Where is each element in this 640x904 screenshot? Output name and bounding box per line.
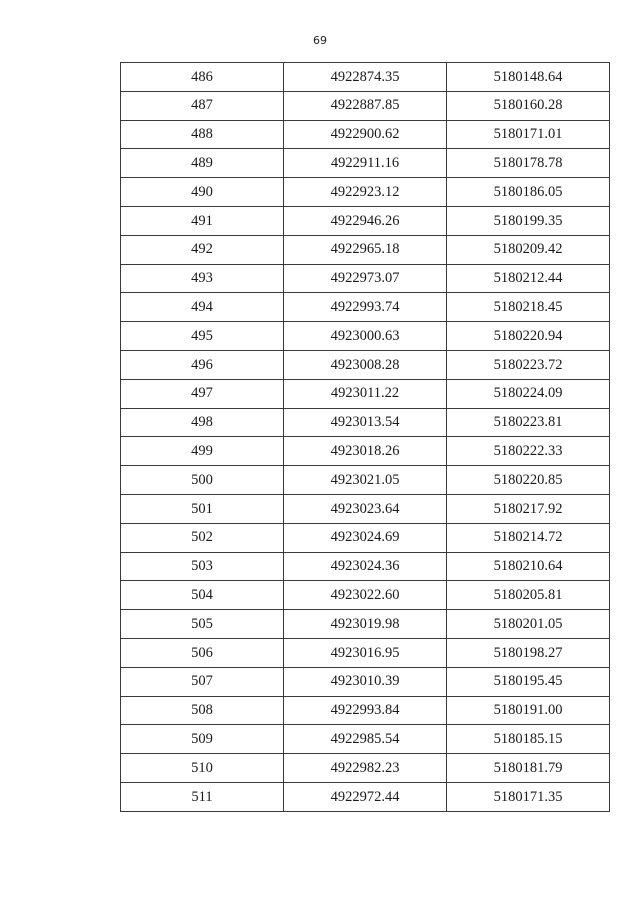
table-row xyxy=(121,552,610,581)
x-coordinate-cell: 4922946.26 xyxy=(284,206,447,235)
point-number-cell: 499 xyxy=(121,437,284,466)
y-coordinate-cell: 5180185.15 xyxy=(447,725,610,754)
table-row xyxy=(121,120,610,149)
point-number-cell: 508 xyxy=(121,696,284,725)
point-number-cell: 500 xyxy=(121,466,284,495)
x-coordinate-cell: 4922900.62 xyxy=(284,120,447,149)
point-number-cell: 501 xyxy=(121,494,284,523)
table-row xyxy=(121,264,610,293)
x-coordinate-cell: 4922993.84 xyxy=(284,696,447,725)
x-coordinate-cell: 4923011.22 xyxy=(284,379,447,408)
point-number-cell: 493 xyxy=(121,264,284,293)
x-coordinate-cell: 4922982.23 xyxy=(284,754,447,783)
y-coordinate-cell: 5180209.42 xyxy=(447,235,610,264)
point-number-cell: 494 xyxy=(121,293,284,322)
y-coordinate-cell: 5180160.28 xyxy=(447,91,610,120)
table-row xyxy=(121,178,610,207)
table-row xyxy=(121,725,610,754)
coordinates-table xyxy=(120,62,610,812)
x-coordinate-cell: 4923024.69 xyxy=(284,523,447,552)
point-number-cell: 503 xyxy=(121,552,284,581)
point-number-cell: 486 xyxy=(121,63,284,92)
x-coordinate-cell: 4923008.28 xyxy=(284,350,447,379)
point-number-cell: 504 xyxy=(121,581,284,610)
y-coordinate-cell: 5180214.72 xyxy=(447,523,610,552)
y-coordinate-cell: 5180199.35 xyxy=(447,206,610,235)
table-row xyxy=(121,782,610,811)
y-coordinate-cell: 5180191.00 xyxy=(447,696,610,725)
y-coordinate-cell: 5180201.05 xyxy=(447,610,610,639)
x-coordinate-cell: 4922972.44 xyxy=(284,782,447,811)
point-number-cell: 488 xyxy=(121,120,284,149)
point-number-cell: 497 xyxy=(121,379,284,408)
coordinates-table-body xyxy=(121,63,610,812)
y-coordinate-cell: 5180178.78 xyxy=(447,149,610,178)
point-number-cell: 505 xyxy=(121,610,284,639)
y-coordinate-cell: 5180224.09 xyxy=(447,379,610,408)
table-row xyxy=(121,293,610,322)
x-coordinate-cell: 4922923.12 xyxy=(284,178,447,207)
table-row xyxy=(121,610,610,639)
point-number-cell: 490 xyxy=(121,178,284,207)
point-number-cell: 492 xyxy=(121,235,284,264)
point-number-cell: 509 xyxy=(121,725,284,754)
x-coordinate-cell: 4923021.05 xyxy=(284,466,447,495)
x-coordinate-cell: 4923016.95 xyxy=(284,638,447,667)
y-coordinate-cell: 5180218.45 xyxy=(447,293,610,322)
x-coordinate-cell: 4923013.54 xyxy=(284,408,447,437)
y-coordinate-cell: 5180212.44 xyxy=(447,264,610,293)
table-row xyxy=(121,63,610,92)
point-number-cell: 495 xyxy=(121,322,284,351)
point-number-cell: 487 xyxy=(121,91,284,120)
y-coordinate-cell: 5180195.45 xyxy=(447,667,610,696)
x-coordinate-cell: 4922911.16 xyxy=(284,149,447,178)
y-coordinate-cell: 5180148.64 xyxy=(447,63,610,92)
x-coordinate-cell: 4923000.63 xyxy=(284,322,447,351)
y-coordinate-cell: 5180223.72 xyxy=(447,350,610,379)
table-row xyxy=(121,523,610,552)
x-coordinate-cell: 4923018.26 xyxy=(284,437,447,466)
point-number-cell: 491 xyxy=(121,206,284,235)
x-coordinate-cell: 4923023.64 xyxy=(284,494,447,523)
x-coordinate-cell: 4923019.98 xyxy=(284,610,447,639)
table-row xyxy=(121,494,610,523)
y-coordinate-cell: 5180186.05 xyxy=(447,178,610,207)
table-row xyxy=(121,149,610,178)
point-number-cell: 498 xyxy=(121,408,284,437)
table-row xyxy=(121,466,610,495)
table-row xyxy=(121,379,610,408)
table-row xyxy=(121,754,610,783)
point-number-cell: 507 xyxy=(121,667,284,696)
table-row xyxy=(121,638,610,667)
table-row xyxy=(121,91,610,120)
y-coordinate-cell: 5180210.64 xyxy=(447,552,610,581)
y-coordinate-cell: 5180205.81 xyxy=(447,581,610,610)
x-coordinate-cell: 4922965.18 xyxy=(284,235,447,264)
x-coordinate-cell: 4923010.39 xyxy=(284,667,447,696)
y-coordinate-cell: 5180171.35 xyxy=(447,782,610,811)
x-coordinate-cell: 4922973.07 xyxy=(284,264,447,293)
point-number-cell: 506 xyxy=(121,638,284,667)
table-row xyxy=(121,667,610,696)
y-coordinate-cell: 5180220.94 xyxy=(447,322,610,351)
point-number-cell: 489 xyxy=(121,149,284,178)
x-coordinate-cell: 4922993.74 xyxy=(284,293,447,322)
y-coordinate-cell: 5180198.27 xyxy=(447,638,610,667)
table-row xyxy=(121,581,610,610)
x-coordinate-cell: 4922985.54 xyxy=(284,725,447,754)
table-row xyxy=(121,322,610,351)
x-coordinate-cell: 4923022.60 xyxy=(284,581,447,610)
y-coordinate-cell: 5180222.33 xyxy=(447,437,610,466)
point-number-cell: 511 xyxy=(121,782,284,811)
table-row xyxy=(121,350,610,379)
y-coordinate-cell: 5180217.92 xyxy=(447,494,610,523)
table-row xyxy=(121,206,610,235)
point-number-cell: 496 xyxy=(121,350,284,379)
x-coordinate-cell: 4922887.85 xyxy=(284,91,447,120)
y-coordinate-cell: 5180181.79 xyxy=(447,754,610,783)
table-row xyxy=(121,408,610,437)
y-coordinate-cell: 5180220.85 xyxy=(447,466,610,495)
y-coordinate-cell: 5180223.81 xyxy=(447,408,610,437)
table-row xyxy=(121,235,610,264)
table-row xyxy=(121,437,610,466)
y-coordinate-cell: 5180171.01 xyxy=(447,120,610,149)
point-number-cell: 510 xyxy=(121,754,284,783)
x-coordinate-cell: 4923024.36 xyxy=(284,552,447,581)
x-coordinate-cell: 4922874.35 xyxy=(284,63,447,92)
table-row xyxy=(121,696,610,725)
page-number: 69 xyxy=(313,34,327,47)
point-number-cell: 502 xyxy=(121,523,284,552)
